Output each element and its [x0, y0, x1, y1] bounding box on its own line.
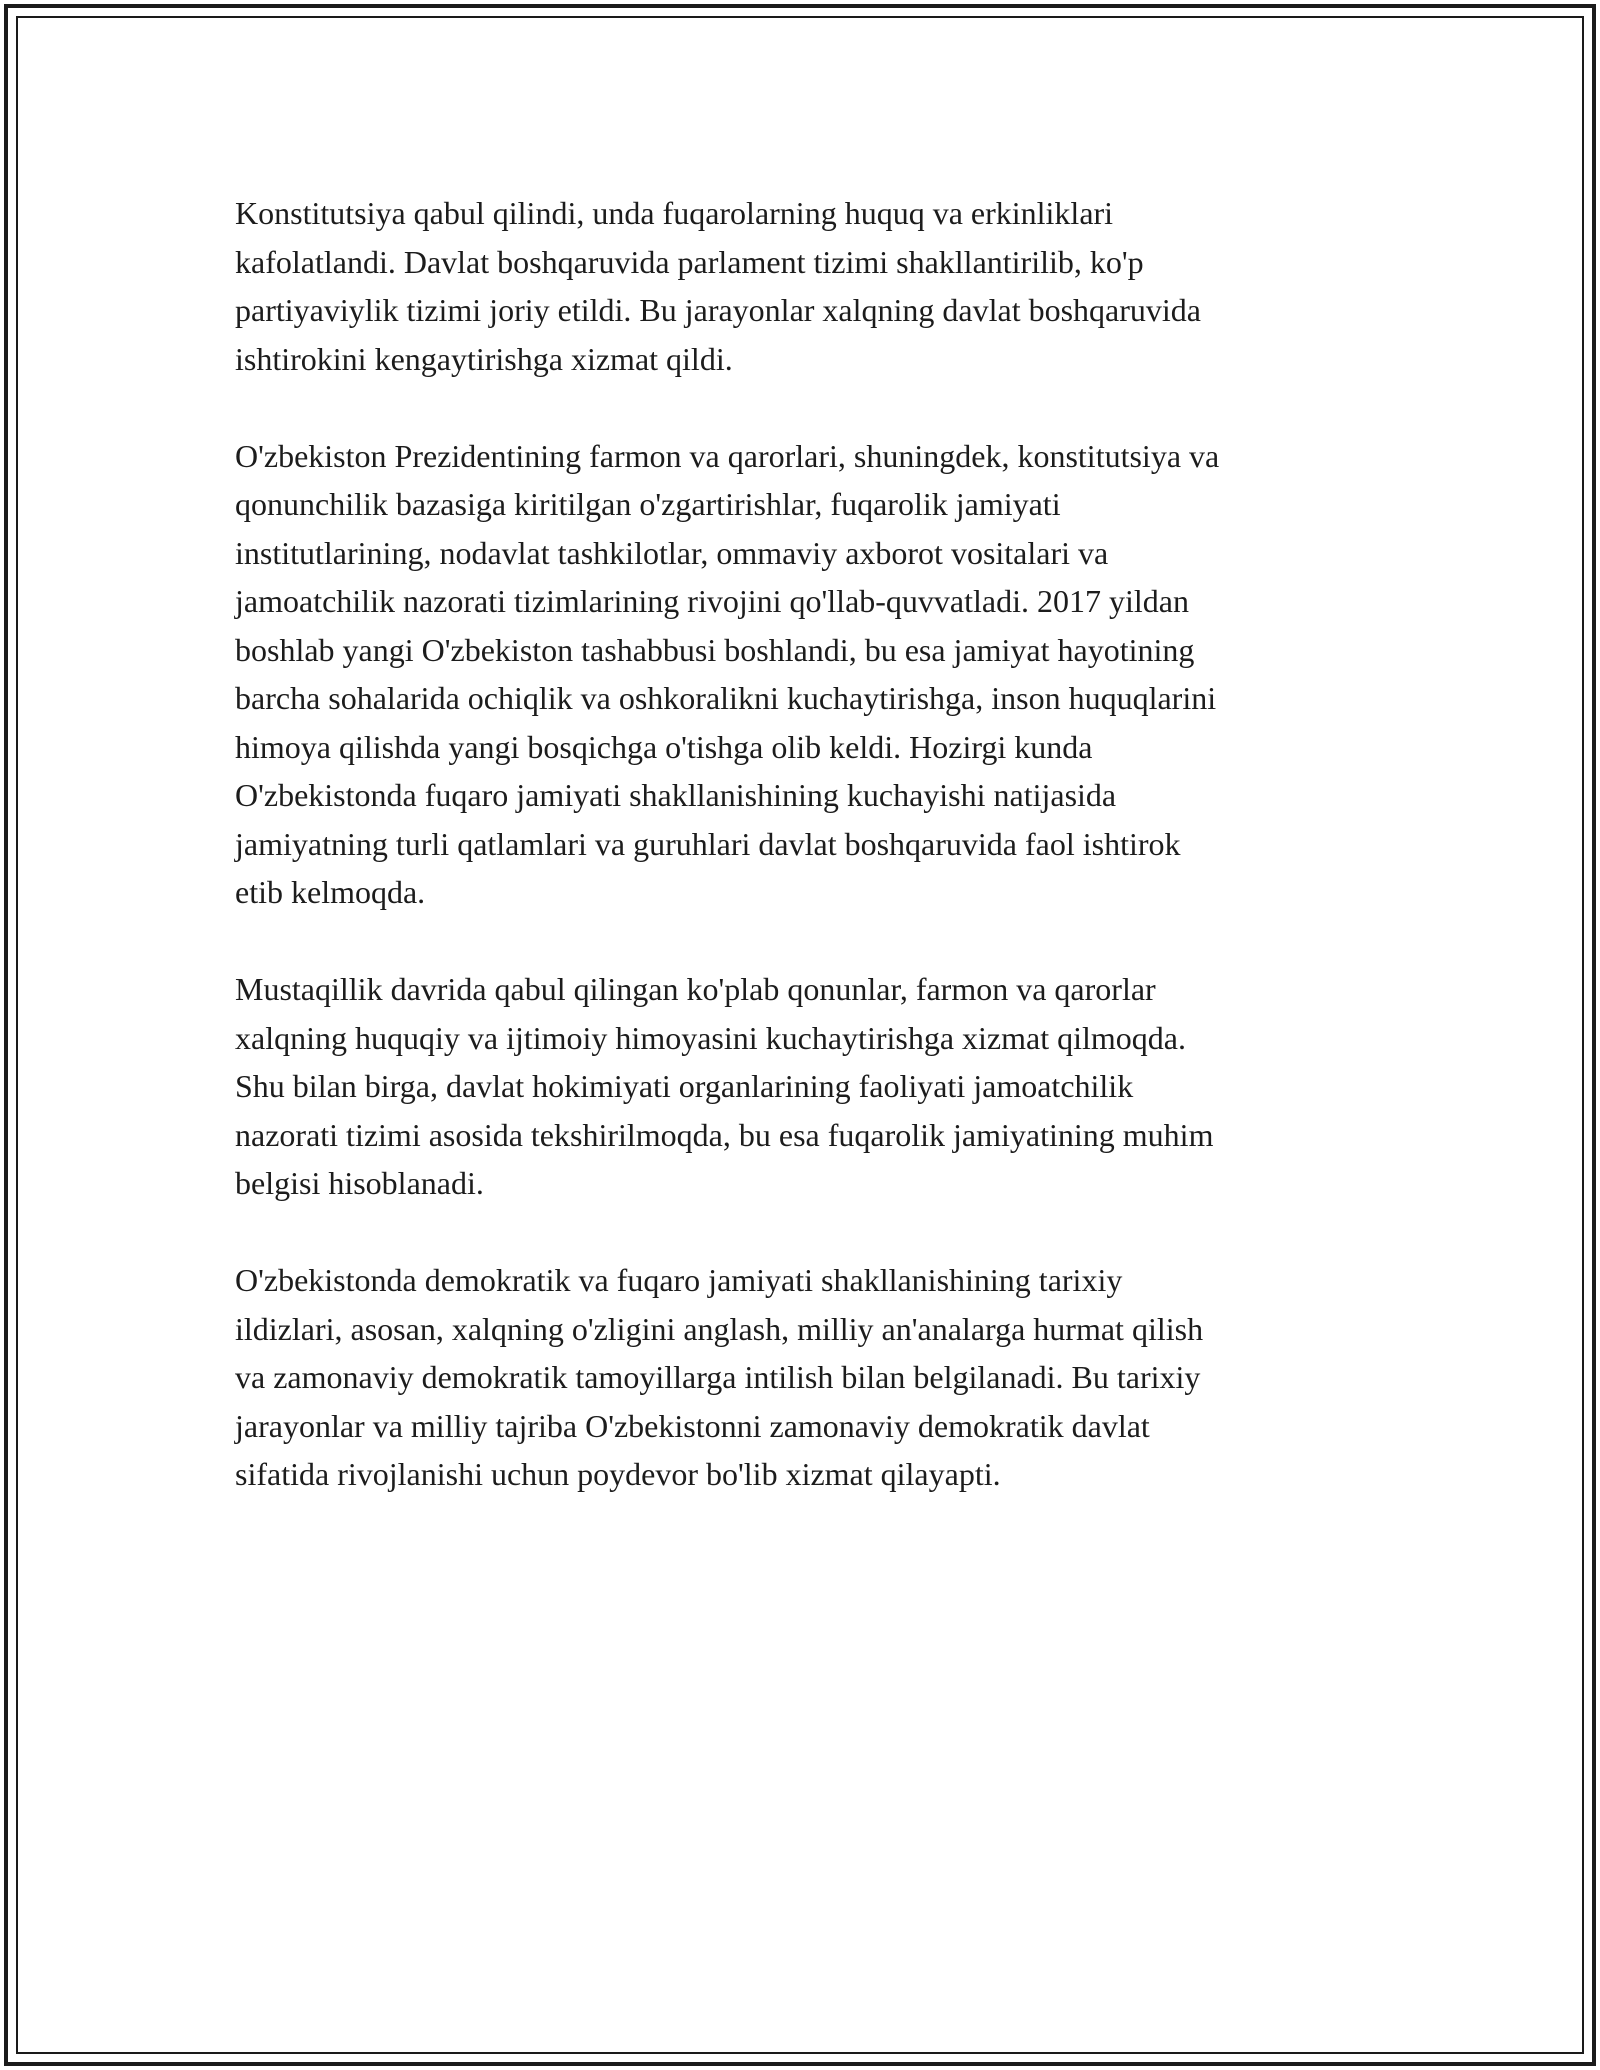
paragraph-2: O'zbekiston Prezidentining farmon va qarorlari, shuningdek, konstitutsiya va qonunchilik bazasiga kiritilgan o'zgartirishlar, fuqarolik jamiyati institutlarining, nodavlat tashkilotlar, ommaviy axborot vositalari va jamoatchilik nazorati tizimlarining rivojini qo'llab-quvvatladi. 2017 yildan boshlab yangi O'zbekiston tashabbusi boshlandi, bu esa jamiyat hayotining barcha sohalarida ochiqlik va oshkoralikni kuchaytirishga, inson huquqlarini himoya qilishda yangi bosqichga o'tishga olib keldi. Hozirgi kunda O'zbekistonda fuqaro jamiyati shakllanishining kuchayishi natijasida jamiyatning turli qatlamlari va guruhlari davlat boshqaruvida faol ishtirok etib kelmoqda.: [235, 437, 1220, 910]
paragraph-3: Mustaqillik davrida qabul qilingan ko'plab qonunlar, farmon va qarorlar xalqning huquqiy va ijtimoiy himoyasini kuchaytirishga xizmat qilmoqda. Shu bilan birga, davlat hokimiyati organlarining faoliyati jamoatchilik nazorati tizimi asosida tekshirilmoqda, bu esa fuqarolik jamiyatining muhim belgisi hisoblanadi.: [235, 971, 1214, 1201]
paragraph-4: O'zbekistonda demokratik va fuqaro jamiyati shakllanishining tarixiy ildizlari, asosan, xalqning o'zligini anglash, milliy an'analarga hurmat qilish va zamonaviy demokratik tamoyillarga intilish bilan belgilanadi. Bu tarixiy jarayonlar va milliy tajriba O'zbekistonni zamonaviy demokratik davlat sifatida rivojlanishi uchun poydevor bo'lib xizmat qilayapti.: [235, 1262, 1204, 1492]
document-body: [235, 189, 1375, 1547]
paragraph-1: Konstitutsiya qabul qilindi, unda fuqarolarning huquq va erkinliklari kafolatlandi. Davlat boshqaruvida parlament tizimi shakllantirilib, ko'p partiyaviylik tizimi joriy etildi. Bu jarayonlar xalqning davlat boshqaruvida ishtirokini kengaytirishga xizmat qildi.: [235, 195, 1201, 377]
